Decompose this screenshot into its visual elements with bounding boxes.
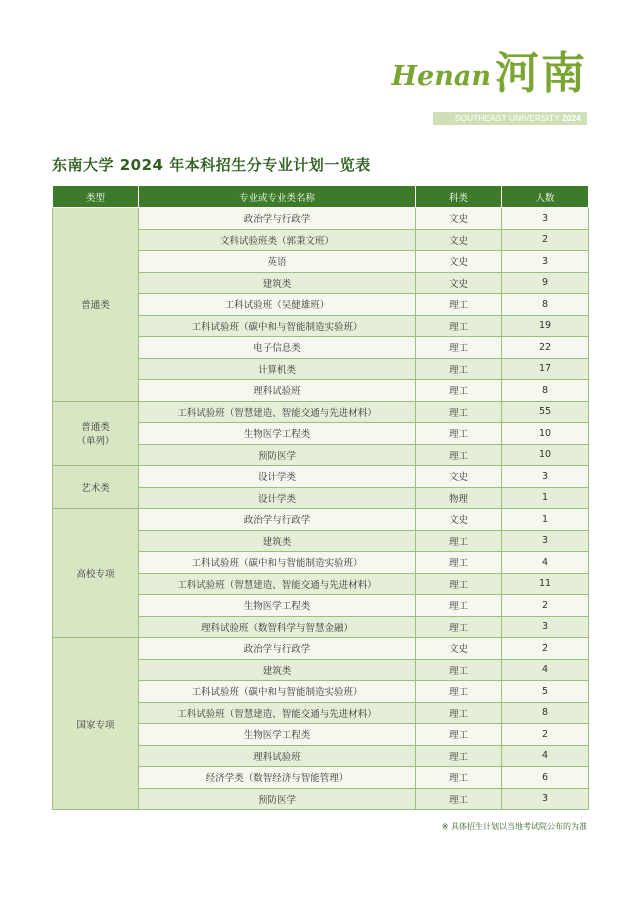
subject-cell: 理工 <box>416 681 502 703</box>
subject-cell: 理工 <box>416 788 502 810</box>
subject-cell: 理工 <box>416 401 502 423</box>
subject-cell: 理工 <box>416 767 502 789</box>
category-label: 国家专项 <box>76 719 115 731</box>
major-cell: 生物医学工程类 <box>139 724 416 746</box>
count-cell: 9 <box>502 272 589 294</box>
header-major: 专业或专业类名称 <box>139 186 416 208</box>
major-cell: 生物医学工程类 <box>139 423 416 445</box>
subject-cell: 理工 <box>416 358 502 380</box>
count-cell: 4 <box>502 552 589 574</box>
major-cell: 工科试验班（吴健雄班） <box>139 294 416 316</box>
count-cell: 3 <box>502 208 589 230</box>
count-cell: 4 <box>502 745 589 767</box>
subject-cell: 物理 <box>416 487 502 509</box>
subject-cell: 理工 <box>416 724 502 746</box>
count-cell: 1 <box>502 487 589 509</box>
subject-cell: 文史 <box>416 208 502 230</box>
count-cell: 10 <box>502 444 589 466</box>
major-cell: 理科试验班 <box>139 745 416 767</box>
table-row <box>53 466 589 488</box>
subject-cell: 文史 <box>416 466 502 488</box>
subject-cell: 理工 <box>416 595 502 617</box>
count-cell: 10 <box>502 423 589 445</box>
subject-cell: 理工 <box>416 530 502 552</box>
count-cell: 8 <box>502 294 589 316</box>
category-label: 普通类 <box>81 300 110 312</box>
category-cell <box>53 638 139 810</box>
category-label: 普通类 <box>81 422 110 434</box>
count-cell: 3 <box>502 788 589 810</box>
count-cell: 11 <box>502 573 589 595</box>
major-cell: 经济学类（数智经济与智能管理） <box>139 767 416 789</box>
count-cell: 6 <box>502 767 589 789</box>
major-cell: 电子信息类 <box>139 337 416 359</box>
subject-cell: 理工 <box>416 337 502 359</box>
subject-cell: 理工 <box>416 659 502 681</box>
footnote: ※ 具体招生计划以当地考试院公布的为准 <box>441 822 587 831</box>
count-cell: 3 <box>502 530 589 552</box>
category-label: （单列） <box>76 436 115 448</box>
category-cell <box>53 509 139 638</box>
category-label: 高校专项 <box>76 569 115 580</box>
major-cell: 设计学类 <box>139 466 416 488</box>
category-cell <box>53 401 139 466</box>
count-cell: 2 <box>502 229 589 251</box>
major-cell: 工科试验班（智慧建造、智能交通与先进材料） <box>139 401 416 423</box>
major-cell: 建筑类 <box>139 272 416 294</box>
subject-cell: 理工 <box>416 423 502 445</box>
table-row <box>53 638 589 660</box>
subject-cell: 文史 <box>416 251 502 273</box>
university-name: SOUTHEAST UNIVERSITY <box>454 113 560 123</box>
major-cell: 生物医学工程类 <box>139 595 416 617</box>
major-cell: 预防医学 <box>139 444 416 466</box>
major-cell: 政治学与行政学 <box>139 509 416 531</box>
major-cell: 理科试验班（数智科学与智慧金融） <box>139 616 416 638</box>
major-cell: 建筑类 <box>139 530 416 552</box>
subject-cell: 文史 <box>416 272 502 294</box>
subject-cell: 文史 <box>416 509 502 531</box>
subject-cell: 理工 <box>416 444 502 466</box>
subject-cell: 理工 <box>416 294 502 316</box>
subject-cell: 文史 <box>416 229 502 251</box>
count-cell: 3 <box>502 251 589 273</box>
table-header-row <box>53 186 589 208</box>
subject-cell: 文史 <box>416 638 502 660</box>
count-cell: 17 <box>502 358 589 380</box>
subject-cell: 理工 <box>416 380 502 402</box>
major-cell: 工科试验班（碳中和与智能制造实验班） <box>139 315 416 337</box>
count-cell: 4 <box>502 659 589 681</box>
subject-cell: 理工 <box>416 702 502 724</box>
count-cell: 3 <box>502 616 589 638</box>
subject-cell: 理工 <box>416 552 502 574</box>
enrollment-plan-table <box>52 185 589 810</box>
page-title: 东南大学 2024 年本科招生分专业计划一览表 <box>52 156 371 174</box>
count-cell: 19 <box>502 315 589 337</box>
university-bar <box>433 112 587 125</box>
major-cell: 英语 <box>139 251 416 273</box>
major-cell: 建筑类 <box>139 659 416 681</box>
count-cell: 5 <box>502 681 589 703</box>
table-body <box>53 208 589 810</box>
subject-cell: 理工 <box>416 315 502 337</box>
count-cell: 2 <box>502 595 589 617</box>
header-count: 人数 <box>502 186 589 208</box>
brand-en: Henan <box>391 61 491 92</box>
major-cell: 工科试验班（智慧建造、智能交通与先进材料） <box>139 573 416 595</box>
major-cell: 文科试验班类（郭秉文班） <box>139 229 416 251</box>
major-cell: 预防医学 <box>139 788 416 810</box>
count-cell: 2 <box>502 638 589 660</box>
category-cell <box>53 208 139 402</box>
university-year: 2024 <box>562 113 581 123</box>
major-cell: 设计学类 <box>139 487 416 509</box>
major-cell: 理科试验班 <box>139 380 416 402</box>
subject-cell: 理工 <box>416 573 502 595</box>
major-cell: 政治学与行政学 <box>139 638 416 660</box>
brand-logo <box>391 48 587 99</box>
table-row <box>53 208 589 230</box>
count-cell: 2 <box>502 724 589 746</box>
subject-cell: 理工 <box>416 745 502 767</box>
header-subject: 科类 <box>416 186 502 208</box>
table-row <box>53 401 589 423</box>
major-cell: 工科试验班（碳中和与智能制造实验班） <box>139 552 416 574</box>
count-cell: 8 <box>502 702 589 724</box>
header-type: 类型 <box>53 186 139 208</box>
major-cell: 计算机类 <box>139 358 416 380</box>
count-cell: 1 <box>502 509 589 531</box>
major-cell: 工科试验班（碳中和与智能制造实验班） <box>139 681 416 703</box>
count-cell: 22 <box>502 337 589 359</box>
brand-cn: 河南 <box>495 48 587 99</box>
major-cell: 工科试验班（智慧建造、智能交通与先进材料） <box>139 702 416 724</box>
category-label: 艺术类 <box>81 483 110 494</box>
table-row <box>53 509 589 531</box>
subject-cell: 理工 <box>416 616 502 638</box>
count-cell: 8 <box>502 380 589 402</box>
major-cell: 政治学与行政学 <box>139 208 416 230</box>
count-cell: 55 <box>502 401 589 423</box>
count-cell: 3 <box>502 466 589 488</box>
category-cell <box>53 466 139 509</box>
